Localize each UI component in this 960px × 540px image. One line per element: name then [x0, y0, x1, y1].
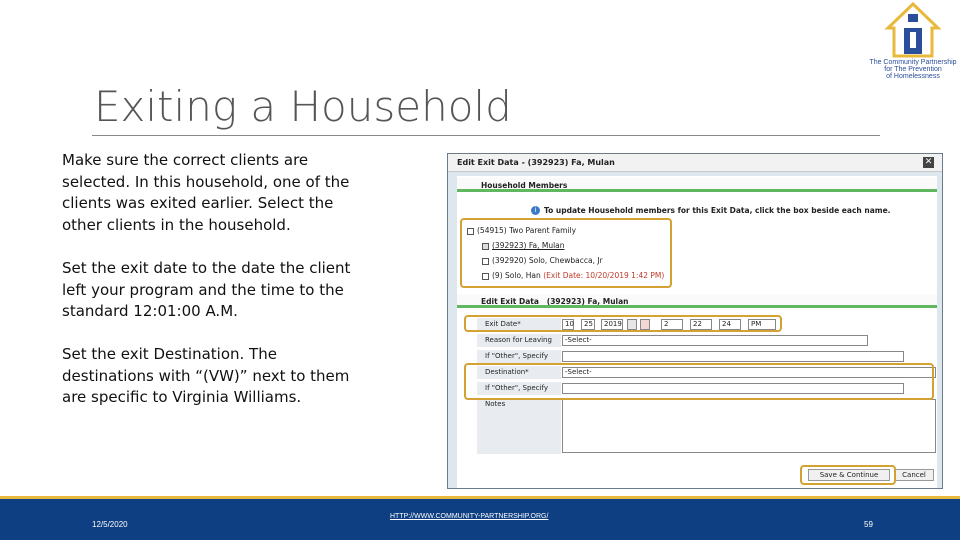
logo-line-1: The Community Partnership: [869, 59, 957, 66]
footer-bar: [0, 496, 960, 540]
other-label: If "Other", Specify: [485, 352, 548, 360]
exit-date-year[interactable]: 2019: [601, 319, 623, 330]
notes-textarea[interactable]: [562, 399, 936, 453]
close-icon[interactable]: ✕: [924, 157, 933, 167]
exit-header-client: (392923) Fa, Mulan: [546, 297, 629, 306]
member-label: (9) Solo, Han: [492, 271, 541, 280]
second-select[interactable]: 24: [719, 319, 741, 330]
slide-title: Exiting a Household: [94, 82, 512, 131]
instruction-paragraph-3: Set the exit Destination. The destinations with “(VW)” next to them are specific to Virginia Williams.: [62, 345, 350, 406]
other-input[interactable]: [562, 351, 904, 362]
reason-row: [477, 334, 929, 347]
house-logo-icon: [884, 2, 942, 58]
ampm-select[interactable]: PM: [748, 319, 776, 330]
destination-label: Destination*: [485, 368, 529, 376]
exit-date-day[interactable]: 25: [581, 319, 595, 330]
notes-row: [477, 398, 929, 454]
other2-label: If "Other", Specify: [485, 384, 548, 392]
reason-label: Reason for Leaving: [485, 336, 552, 344]
dialog-title: Edit Exit Data - (392923) Fa, Mulan: [457, 158, 615, 167]
info-icon: i: [531, 206, 540, 215]
minute-select[interactable]: 22: [690, 319, 712, 330]
other-row: [477, 350, 929, 363]
exit-date-month[interactable]: 10: [562, 319, 574, 330]
edit-exit-data-dialog: [447, 153, 943, 489]
instruction-paragraph-1: Make sure the correct clients are selected. In this household, one of the clients was exited earlier. Select the other clients in the household.: [62, 151, 350, 234]
dialog-header: [448, 154, 942, 172]
member-exit-date: (Exit Date: 10/20/2019 1:42 PM): [543, 271, 665, 280]
exit-date-highlight: [464, 315, 782, 332]
info-text: To update Household members for this Exit Data, click the box beside each name.: [544, 206, 891, 215]
instruction-paragraph-2: Set the exit date to the date the client left your program and the time to the standard 12:01:00 A.M.: [62, 259, 351, 320]
member-label: (392923) Fa, Mulan: [492, 241, 565, 250]
hour-select[interactable]: 2: [661, 319, 683, 330]
logo-line-2: for The Prevention: [884, 66, 942, 73]
title-divider: [92, 135, 880, 136]
logo-text: [866, 59, 960, 80]
page-number: 59: [864, 520, 873, 529]
organization-logo: [866, 2, 960, 82]
household-highlight: [460, 218, 672, 288]
notes-label: Notes: [485, 400, 506, 408]
edit-exit-data-header: [457, 294, 937, 308]
save-continue-button[interactable]: Save & Continue: [808, 469, 890, 481]
member-label: (392920) Solo, Chewbacca, Jr: [492, 256, 603, 265]
cancel-button[interactable]: Cancel: [894, 469, 934, 481]
destination-select[interactable]: -Select-: [562, 367, 936, 378]
household-members-header: Household Members: [457, 178, 937, 192]
logo-line-3: of Homelessness: [886, 73, 940, 80]
footer-url-link[interactable]: HTTP://WWW.COMMUNITY-PARTNERSHIP.ORG/: [390, 513, 549, 520]
exit-date-label: Exit Date*: [485, 320, 521, 328]
exit-header-label: Edit Exit Data: [481, 297, 539, 306]
reason-select[interactable]: -Select-: [562, 335, 868, 346]
destination-highlight: [464, 363, 934, 400]
family-label: (54915) Two Parent Family: [477, 226, 577, 235]
footer-date: 12/5/2020: [92, 520, 128, 529]
save-highlight: [800, 465, 896, 485]
